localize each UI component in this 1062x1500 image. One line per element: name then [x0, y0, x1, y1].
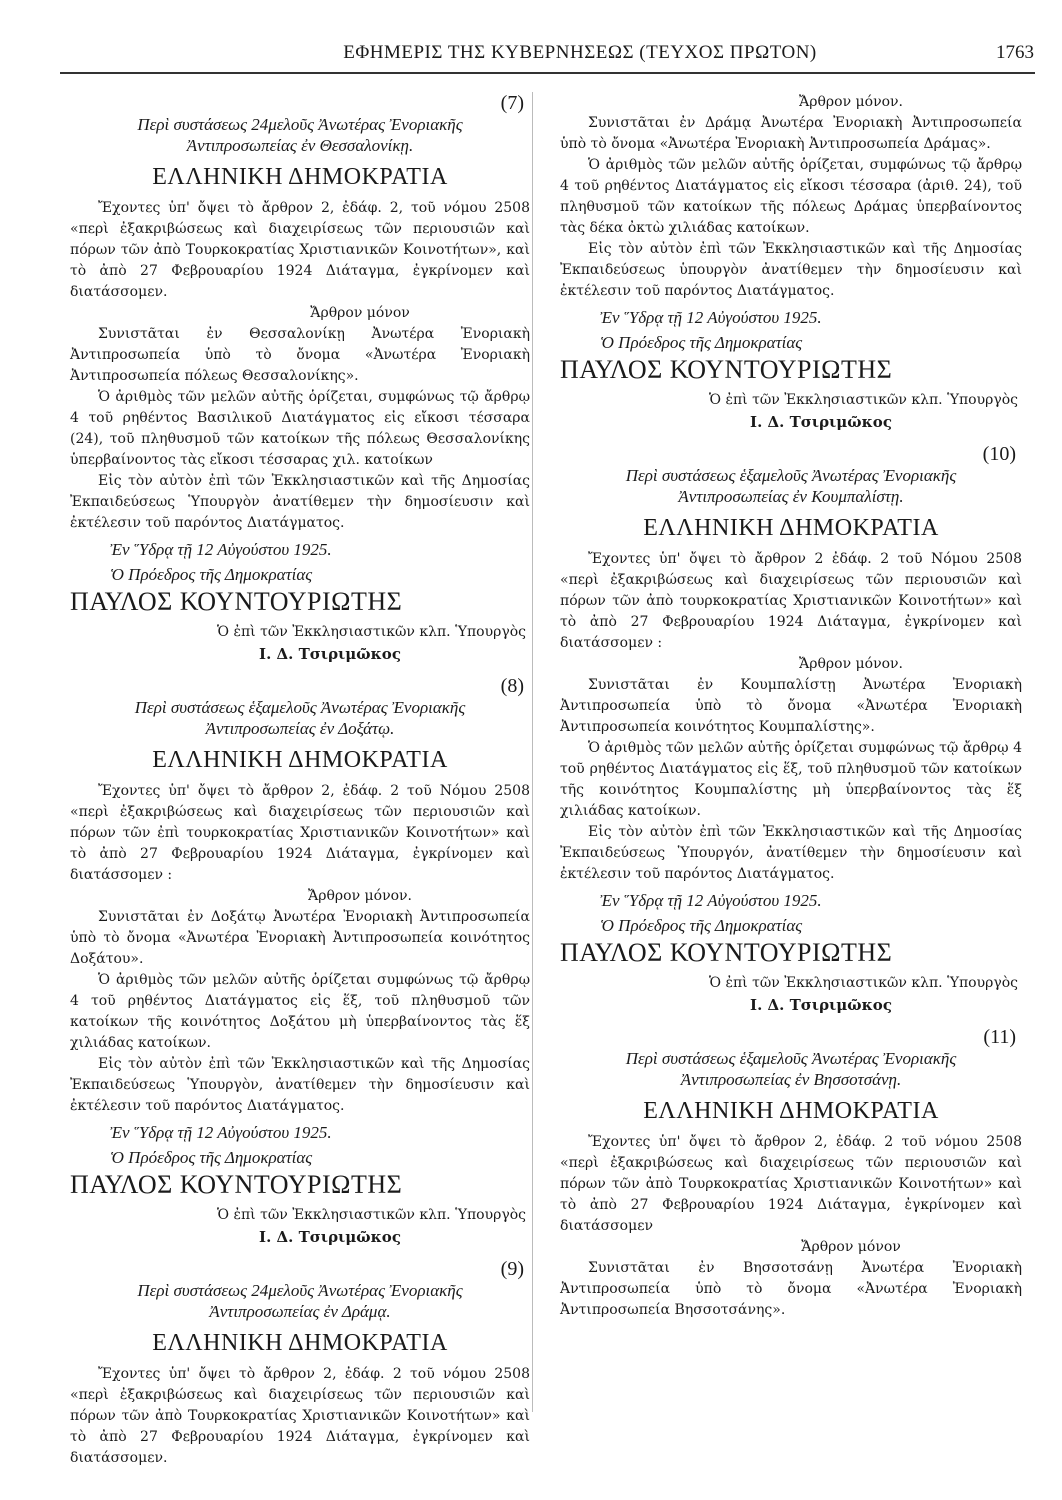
president-label: Ὁ Πρόεδρος τῆς Δημοκρατίας [110, 565, 313, 584]
minister-name: Ι. Δ. Τσιριμῶκος [259, 1228, 401, 1246]
decree-subject [70, 697, 530, 739]
article-heading: Ἄρθρον μόνον [310, 305, 410, 321]
decree-9 [70, 1258, 530, 1469]
paragraph: Συνιστᾶται ἐν Κουμπαλίστῃ Ἀνωτέρα Ἐνοριακὴ Ἀντιπροσωπεία ὑπὸ τὸ ὄνομα «Ἀνωτέρα Ἐνοριακὴ Ἀντιπροσωπεία κοινότητος Κουμπαλίστης». [560, 677, 1022, 735]
article-heading: Ἄρθρον μόνον. [799, 94, 903, 110]
subject-line: Περὶ συστάσεως ἑξαμελοῦς Ἀνωτέρας Ἐνοριακῆς [625, 1049, 957, 1068]
president-label: Ὁ Πρόεδρος τῆς Δημοκρατίας [600, 333, 803, 352]
decree-number: (10) [982, 443, 1016, 465]
minister-name: Ι. Δ. Τσιριμῶκος [750, 996, 892, 1014]
minister-label: Ὁ ἐπὶ τῶν Ἐκκλησιαστικῶν κλπ. Ὑπουργὸς [708, 392, 1018, 408]
preamble: Ἔχοντες ὑπ' ὄψει τὸ ἄρθρον 2, ἐδάφ. 2 τοῦ νόμου 2508 «περὶ ἐξακριβώσεως καὶ διαχειρίσεως τῶν περιουσιῶν καὶ πόρων τῶν ἀπὸ Τουρκοκρατίας Χριστιανικῶν Κοινοτήτων» καὶ τὸ ἀπὸ 27 Φεβρουαρίου 1924 Διάταγμα, ἐγκρίνομεν καὶ διατάσσομεν [560, 1134, 1022, 1234]
running-title: ΕΦΗΜΕΡΙΣ ΤΗΣ ΚΥΒΕΡΝΗΣΕΩΣ (ΤΕΥΧΟΣ ΠΡΩΤΟΝ) [343, 42, 817, 63]
paragraph: Συνιστᾶται ἐν Δράμᾳ Ἀνωτέρα Ἐνοριακὴ Ἀντιπροσωπεία ὑπὸ τὸ ὄνομα «Ἀνωτέρα Ἐνοριακὴ Ἀντιπροσωπεία Δράμας». [560, 115, 1022, 152]
subject-line: Περὶ συστάσεως 24μελοῦς Ἀνωτέρας Ἐνοριακῆς [137, 115, 463, 134]
republic-heading: ΕΛΛΗΝΙΚΗ ΔΗΜΟΚΡΑΤΙΑ [152, 747, 448, 773]
decree-number: (9) [500, 1258, 524, 1280]
place-date: Ἐν Ὕδρᾳ τῇ 12 Αὐγούστου 1925. [110, 540, 332, 559]
subject-line: Ἀντιπροσωπείας ἐν Δοξάτῳ. [205, 719, 395, 738]
left-column [70, 92, 530, 1479]
decree-9-continued [560, 92, 1022, 433]
decree-number: (8) [500, 675, 524, 697]
subject-line: Ἀντιπροσωπείας ἐν Κουμπαλίστῃ. [678, 487, 904, 506]
president-label: Ὁ Πρόεδρος τῆς Δημοκρατίας [600, 916, 803, 935]
subject-line: Περὶ συστάσεως ἑξαμελοῦς Ἀνωτέρας Ἐνοριακῆς [625, 466, 957, 485]
president-name: ΠΑΥΛΟΣ ΚΟΥΝΤΟΥΡΙΩΤΗΣ [70, 1170, 403, 1199]
place-date: Ἐν Ὕδρᾳ τῇ 12 Αὐγούστου 1925. [600, 308, 822, 327]
page-number: 1763 [996, 42, 1034, 63]
paragraph: Εἰς τὸν αὐτὸν ἐπὶ τῶν Ἐκκλησιαστικῶν καὶ τῆς Δημοσίας Ἐκπαιδεύσεως Ὑπουργὸν ἀνατίθεμεν τὴν δημοσίευσιν καὶ ἐκτέλεσιν τοῦ παρόντος Διατάγματος. [70, 473, 530, 531]
paragraph: Συνιστᾶται ἐν Δοξάτῳ Ἀνωτέρα Ἐνοριακὴ Ἀντιπροσωπεία ὑπὸ τὸ ὄνομα «Ἀνωτέρα Ἐνοριακὴ Ἀντιπροσωπεία κοινότητος Δοξάτου». [70, 909, 530, 967]
republic-heading: ΕΛΛΗΝΙΚΗ ΔΗΜΟΚΡΑΤΙΑ [152, 1330, 448, 1356]
paragraph: Ὁ ἀριθμὸς τῶν μελῶν αὐτῆς ὁρίζεται συμφώνως τῷ ἄρθρῳ 4 τοῦ ρηθέντος Διατάγματος εἰς ἕξ, τοῦ πληθυσμοῦ τῶν κατοίκων τῆς κοινότητος Δοξάτου μὴ ὑπερβαίνοντος τὰς ἕξ χιλιάδας κατοίκων. [70, 972, 530, 1051]
subject-line: Περὶ συστάσεως ἑξαμελοῦς Ἀνωτέρας Ἐνοριακῆς [134, 698, 466, 717]
minister-name: Ι. Δ. Τσιριμῶκος [259, 645, 401, 663]
decree-subject [560, 1048, 1022, 1090]
republic-heading: ΕΛΛΗΝΙΚΗ ΔΗΜΟΚΡΑΤΙΑ [152, 164, 448, 190]
president-name: ΠΑΥΛΟΣ ΚΟΥΝΤΟΥΡΙΩΤΗΣ [560, 938, 893, 967]
decree-subject [70, 114, 530, 156]
place-date: Ἐν Ὕδρᾳ τῇ 12 Αὐγούστου 1925. [110, 1123, 332, 1142]
preamble: Ἔχοντες ὑπ' ὄψει τὸ ἄρθρον 2, ἐδάφ. 2, τοῦ νόμου 2508 «περὶ ἐξακριβώσεως καὶ διαχειρίσεως τῶν περιουσιῶν καὶ πόρων τῶν ἀπὸ Τουρκοκρατίας Χριστιανικῶν Κοινοτήτων», καὶ τὸ ἀπὸ 27 Φεβρουαρίου 1924 Διάταγμα, ἐγκρίνομεν καὶ διατάσσομεν. [70, 200, 530, 300]
republic-heading: ΕΛΛΗΝΙΚΗ ΔΗΜΟΚΡΑΤΙΑ [643, 515, 939, 541]
paragraph: Εἰς τὸν αὐτὸν ἐπὶ τῶν Ἐκκλησιαστικῶν καὶ τῆς Δημοσίας Ἐκπαιδεύσεως ὑπουργὸν ἀνατίθεμεν τὴν δημοσίευσιν καὶ ἐκτέλεσιν τοῦ παρόντος Διατάγματος. [560, 241, 1022, 299]
right-column [560, 92, 1022, 1331]
header-rule [60, 72, 1035, 74]
column-divider [532, 92, 533, 1412]
republic-heading: ΕΛΛΗΝΙΚΗ ΔΗΜΟΚΡΑΤΙΑ [643, 1098, 939, 1124]
decree-7 [70, 92, 530, 665]
minister-label: Ὁ ἐπὶ τῶν Ἐκκλησιαστικῶν κλπ. Ὑπουργὸς [216, 624, 526, 640]
article-heading: Ἄρθρον μόνον. [799, 656, 903, 672]
paragraph: Ὁ ἀριθμὸς τῶν μελῶν αὐτῆς ὁρίζεται, συμφώνως τῷ ἄρθρῳ 4 τοῦ ρηθέντος Διατάγματος εἰς εἴκοσι τέσσαρα (ἀριθ. 24), τοῦ πληθυσμοῦ τῶν κατοίκων τῆς πόλεως Δράμας ὑπερβαίνοντος τὰς δέκα ὀκτὼ χιλιάδας κατοίκων. [560, 157, 1022, 236]
subject-line: Ἀντιπροσωπείας ἐν Βησσοτσάνῃ. [680, 1070, 902, 1089]
decree-8 [70, 675, 530, 1248]
decree-11 [560, 1026, 1022, 1321]
subject-line: Ἀντιπροσωπείας ἐν Δράμᾳ. [209, 1302, 391, 1321]
subject-line: Ἀντιπροσωπείας ἐν Θεσσαλονίκῃ. [186, 136, 414, 155]
subject-line: Περὶ συστάσεως 24μελοῦς Ἀνωτέρας Ἐνοριακῆς [137, 1281, 463, 1300]
paragraph: Εἰς τὸν αὐτὸν ἐπὶ τῶν Ἐκκλησιαστικῶν καὶ τῆς Δημοσίας Ἐκπαιδεύσεως Ὑπουργὸν, ἀνατίθεμεν τὴν δημοσίευσιν καὶ ἐκτέλεσιν τοῦ παρόντος Διατάγματος. [70, 1056, 530, 1114]
minister-label: Ὁ ἐπὶ τῶν Ἐκκλησιαστικῶν κλπ. Ὑπουργὸς [216, 1207, 526, 1223]
running-head [60, 42, 1040, 76]
paragraph: Ὁ ἀριθμὸς τῶν μελῶν αὐτῆς ὁρίζεται συμφώνως τῷ ἄρθρῳ 4 τοῦ ρηθέντος Διατάγματος εἰς ἕξ, τοῦ πληθυσμοῦ τῶν κατοίκων τῆς κοινότητος Κουμπαλίστης μὴ ὑπερβαίνοντος τὰς ἕξ χιλιάδας κατοίκων. [560, 740, 1022, 819]
minister-name: Ι. Δ. Τσιριμῶκος [750, 413, 892, 431]
decree-10 [560, 443, 1022, 1016]
place-date: Ἐν Ὕδρᾳ τῇ 12 Αὐγούστου 1925. [600, 891, 822, 910]
president-name: ΠΑΥΛΟΣ ΚΟΥΝΤΟΥΡΙΩΤΗΣ [70, 587, 403, 616]
preamble: Ἔχοντες ὑπ' ὄψει τὸ ἄρθρον 2, ἐδάφ. 2 τοῦ νόμου 2508 «περὶ ἐξακριβώσεως καὶ διαχειρίσεως τῶν περιουσιῶν καὶ πόρων τῶν ἀπὸ Τουρκοκρατίας Χριστιανικῶν Κοινοτήτων» καὶ τὸ ἀπὸ 27 Φεβρουαρίου 1924 Διάταγμα, ἐγκρίνομεν καὶ διατάσσομεν. [70, 1366, 530, 1466]
president-label: Ὁ Πρόεδρος τῆς Δημοκρατίας [110, 1148, 313, 1167]
article-heading: Ἄρθρον μόνον. [308, 888, 412, 904]
decree-number: (7) [500, 92, 524, 114]
decree-number: (11) [983, 1026, 1016, 1048]
minister-label: Ὁ ἐπὶ τῶν Ἐκκλησιαστικῶν κλπ. Ὑπουργὸς [708, 975, 1018, 991]
preamble: Ἔχοντες ὑπ' ὄψει τὸ ἄρθρον 2 ἐδάφ. 2 τοῦ Νόμου 2508 «περὶ ἐξακριβώσεως καὶ διαχειρίσεως τῶν περιουσιῶν καὶ πόρων τῶν ἀπὸ τουρκοκρατίας Χριστιανικῶν Κοινοτήτων» καὶ τὸ ἀπὸ 27 Φεβρουαρίου 1924 Διάταγμα, ἐγκρίνομεν καὶ διατάσσομεν : [560, 551, 1022, 651]
decree-subject [560, 465, 1022, 507]
paragraph: Ὁ ἀριθμὸς τῶν μελῶν αὐτῆς ὁρίζεται, συμφώνως τῷ ἄρθρῳ 4 τοῦ ρηθέντος Βασιλικοῦ Διατάγματος εἰς εἴκοσι τέσσαρα (24), τοῦ πληθυσμοῦ τῶν κατοίκων τῆς πόλεως Θεσσαλονίκης ὑπερβαίνοντος τὰς εἴκοσι τέσσαρας χιλ. κατοίκων [70, 389, 530, 468]
preamble: Ἔχοντες ὑπ' ὄψει τὸ ἄρθρον 2, ἐδάφ. 2 τοῦ Νόμου 2508 «περὶ ἐξακριβώσεως καὶ διαχειρίσεως τῶν περιουσιῶν καὶ πόρων τῶν ἐπὶ τουρκοκρατίας Χριστιανικῶν Κοινοτήτων» καὶ τὸ ἀπὸ 27 Φεβρουαρίου 1924 Διάταγμα, ἐγκρίνομεν καὶ διατάσσομεν : [70, 783, 530, 883]
paragraph: Εἰς τὸν αὐτὸν ἐπὶ τῶν Ἐκκλησιαστικῶν καὶ τῆς Δημοσίας Ἐκπαιδεύσεως Ὑπουργόν, ἀνατίθεμεν τὴν δημοσίευσιν καὶ ἐκτέλεσιν τοῦ παρόντος Διατάγματος. [560, 824, 1022, 882]
paragraph: Συνιστᾶται ἐν Θεσσαλονίκῃ Ἀνωτέρα Ἐνοριακὴ Ἀντιπροσωπεία ὑπὸ τὸ ὄνομα «Ἀνωτέρα Ἐνοριακὴ Ἀντιπροσωπεία πόλεως Θεσσαλονίκης». [70, 326, 530, 384]
paragraph: Συνιστᾶται ἐν Βησσοτσάνῃ Ἀνωτέρα Ἐνοριακὴ Ἀντιπροσωπεία ὑπὸ τὸ ὄνομα «Ἀνωτέρα Ἐνοριακὴ Ἀντιπροσωπεία Βησσοτσάνης». [560, 1260, 1022, 1318]
article-heading: Ἄρθρον μόνον [801, 1239, 901, 1255]
decree-subject [70, 1280, 530, 1322]
president-name: ΠΑΥΛΟΣ ΚΟΥΝΤΟΥΡΙΩΤΗΣ [560, 355, 893, 384]
